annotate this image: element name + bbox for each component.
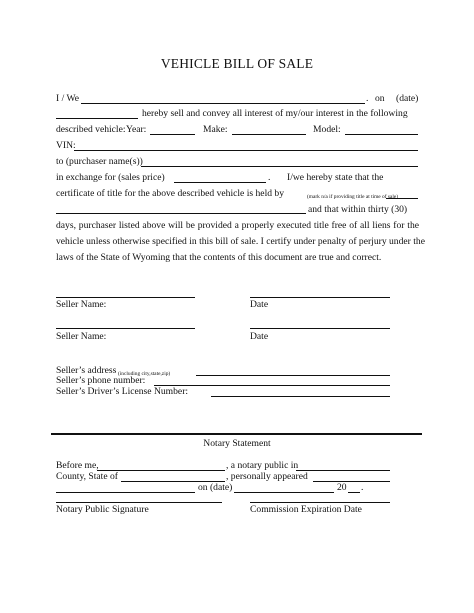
seller-address-field[interactable] [196, 375, 390, 376]
label-commission-expiration: Commission Expiration Date [250, 504, 362, 515]
notary-signature-line[interactable] [56, 502, 222, 503]
notary-county-field[interactable] [296, 470, 390, 471]
notary-year-field[interactable] [348, 492, 360, 493]
label-seller-name-1: Seller Name: [56, 299, 107, 310]
notary-date-field[interactable] [234, 492, 334, 493]
seller-date-line-1[interactable] [250, 297, 390, 298]
make-field[interactable] [232, 134, 306, 135]
sales-price-field[interactable] [174, 182, 266, 183]
label-twenty: 20 [337, 482, 347, 493]
label-vin: VIN: [56, 140, 76, 151]
appeared-name-field-b[interactable] [56, 492, 195, 493]
state-statement: I/we hereby state that the [287, 172, 384, 183]
label-model: Model: [313, 124, 341, 135]
sale-date-field[interactable] [56, 118, 138, 119]
label-on: on [375, 93, 385, 104]
vin-field[interactable] [74, 150, 418, 151]
label-date-2: Date [250, 331, 269, 342]
purchaser-name-field[interactable] [141, 166, 418, 167]
label-seller-license: Seller’s Driver’s License Number: [56, 386, 189, 397]
seller-phone-field[interactable] [154, 385, 390, 386]
label-sales-price: in exchange for (sales price) [56, 172, 165, 183]
label-date-paren: (date) [396, 93, 419, 104]
year-field[interactable] [150, 134, 195, 135]
certification-line-2: vehicle unless otherwise specified in this bill of sale. I certify under penalty of perjury under the [56, 236, 425, 247]
commission-expiration-line[interactable] [250, 502, 390, 503]
bill-of-sale-page: VEHICLE BILL OF SALE I / We . on (date) hereby sell and convey all interest of my/our interest in the following described vehicle: Year: Make: Model: VIN: to (purchaser name(s)) in exchange for (sales price) . I/we hereby state that the certificate of title for the above described vehicle is held by (mark n/a if providing title at time of sale) and that within thirty (30) days, purchaser listed above will be provided a properly executed title free of all liens for the vehicle unless otherwise specified in this bill of sale. I certify under penalty of perjury under the laws of the State of Wyoming that the contents of this document are true and correct. Seller Name: Date Seller Name: Date Seller’s address (including city,state,zip) Seller’s phone number: Seller’s Driver’s License Number: Notary Statement Before me, , a notary public in County, State of , personally appeared on (date) 20 . Notary Public Signature Commission Expiration Date [0, 0, 474, 613]
seller-date-line-2[interactable] [250, 328, 390, 329]
seller-names-field[interactable] [81, 103, 365, 104]
convey-statement: hereby sell and convey all interest of my/our interest in the following [142, 108, 408, 119]
title-holder-note: (mark n/a if providing title at time of sale) [307, 194, 399, 200]
document-title: VEHICLE BILL OF SALE [160, 56, 314, 71]
label-personally-appeared: , personally appeared [226, 471, 308, 482]
label-seller-address: Seller’s address [56, 365, 117, 376]
seller-signature-line-1[interactable] [56, 297, 195, 298]
label-notary-public-in: , a notary public in [226, 460, 299, 471]
certification-line-3: laws of the State of Wyoming that the contents of this document are true and correct. [56, 252, 382, 263]
label-seller-name-2: Seller Name: [56, 331, 107, 342]
section-divider [51, 433, 422, 435]
label-before-me: Before me, [56, 460, 99, 471]
model-field[interactable] [345, 134, 418, 135]
label-county-state: County, State of [56, 471, 118, 482]
address-note: (including city,state,zip) [118, 371, 171, 377]
notary-heading: Notary Statement [203, 438, 271, 449]
seller-signature-line-2[interactable] [56, 328, 195, 329]
certificate-statement: certificate of title for the above described vehicle is held by [56, 188, 285, 199]
label-year: Year: [126, 124, 147, 135]
label-i-we: I / We [56, 93, 80, 104]
label-described-vehicle: described vehicle: [56, 124, 126, 135]
label-purchaser: to (purchaser name(s)) [56, 156, 143, 167]
within-thirty-days: and that within thirty (30) [308, 204, 408, 215]
appeared-name-field-a[interactable] [313, 481, 390, 482]
title-holder-field-b[interactable] [56, 213, 306, 214]
label-date-1: Date [250, 299, 269, 310]
label-notary-signature: Notary Public Signature [56, 504, 149, 515]
title-holder-field-a[interactable] [386, 198, 418, 199]
seller-license-field[interactable] [211, 396, 390, 397]
label-on-date: on (date) [198, 482, 233, 493]
certification-line-1: days, purchaser listed above will be provided a properly executed title free of all liens for the [56, 220, 419, 231]
label-make: Make: [203, 124, 228, 135]
label-seller-phone: Seller’s phone number: [56, 375, 146, 386]
